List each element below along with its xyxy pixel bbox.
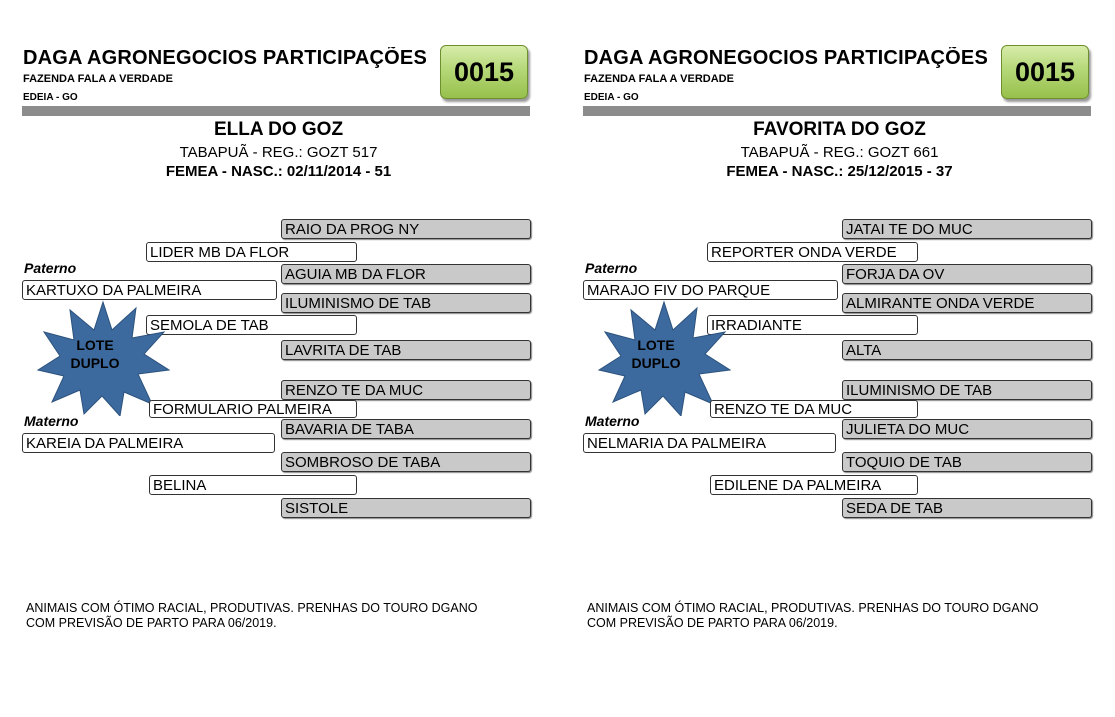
lot-card-right: [583, 0, 1103, 717]
pedigree-sire-sire: REPORTER ONDA VERDE: [707, 242, 918, 262]
lote-text: LOTE: [637, 337, 675, 353]
pedigree-dam-sire: FORMULARIO PALMEIRA: [149, 400, 357, 418]
pedigree-dam-dam-dam: SISTOLE: [281, 498, 531, 518]
pedigree-dam-dam: BELINA: [149, 475, 357, 495]
animal-sex-birth: FEMEA - NASC.: 25/12/2015 - 37: [726, 163, 953, 180]
lot-notes: [26, 601, 526, 631]
city-name: EDEIA - GO: [584, 92, 639, 103]
lot-number-badge: 0015: [440, 45, 528, 99]
company-name: DAGA AGRONEGOCIOS PARTICIPAÇÕES: [584, 47, 989, 69]
animal-breed-registration: TABAPUÃ - REG.: GOZT 661: [740, 144, 939, 161]
header-divider: [583, 106, 1091, 116]
pedigree-dam-dam: EDILENE DA PALMEIRA: [710, 475, 918, 495]
lot-notes: [587, 601, 1087, 631]
pedigree-sire: MARAJO FIV DO PARQUE: [583, 280, 838, 300]
pedigree-dam-sire-dam: JULIETA DO MUC: [842, 419, 1092, 439]
maternal-label: Materno: [585, 413, 640, 429]
paternal-label: Paterno: [24, 260, 77, 276]
lot-notes-line1: ANIMAIS COM ÓTIMO RACIAL, PRODUTIVAS. PRENHAS DO TOURO DGANO: [587, 601, 1039, 615]
pedigree-dam-sire-sire: RENZO TE DA MUC: [281, 380, 531, 400]
pedigree-dam-sire-dam: BAVARIA DE TABA: [281, 419, 531, 439]
pedigree-dam-sire: RENZO TE DA MUC: [710, 400, 918, 418]
city-name: EDEIA - GO: [23, 92, 78, 103]
pedigree-sire-sire-sire: JATAI TE DO MUC: [842, 219, 1092, 239]
pedigree-sire-sire-sire: RAIO DA PROG NY: [281, 219, 531, 239]
company-name: DAGA AGRONEGOCIOS PARTICIPAÇÕES: [23, 47, 428, 69]
pedigree-sire-sire-dam: AGUIA MB DA FLOR: [281, 264, 531, 284]
pedigree-sire-dam-dam: LAVRITA DE TAB: [281, 340, 531, 360]
pedigree-sire-dam-sire: ILUMINISMO DE TAB: [281, 293, 531, 313]
pedigree-dam-dam-sire: TOQUIO DE TAB: [842, 452, 1092, 472]
farm-name: FAZENDA FALA A VERDADE: [23, 73, 173, 85]
animal-sex-birth: FEMEA - NASC.: 02/11/2014 - 51: [165, 163, 392, 180]
lote-text: LOTE: [76, 337, 114, 353]
farm-name: FAZENDA FALA A VERDADE: [584, 73, 734, 85]
pedigree-dam-dam-dam: SEDA DE TAB: [842, 498, 1092, 518]
animal-breed-registration: TABAPUÃ - REG.: GOZT 517: [179, 144, 378, 161]
lot-notes-line2: COM PREVISÃO DE PARTO PARA 06/2019.: [587, 616, 838, 630]
duplo-text: DUPLO: [631, 355, 681, 371]
lot-number-badge: 0015: [1001, 45, 1089, 99]
lote-duplo-text: [597, 336, 715, 372]
pedigree-sire-sire: LIDER MB DA FLOR: [146, 242, 357, 262]
lote-duplo-text: [36, 336, 154, 372]
duplo-text: DUPLO: [70, 355, 120, 371]
pedigree-sire-dam-dam: ALTA: [842, 340, 1092, 360]
pedigree-sire-dam: SEMOLA DE TAB: [146, 315, 357, 335]
pedigree-dam-dam-sire: SOMBROSO DE TABA: [281, 452, 531, 472]
animal-name: ELLA DO GOZ: [213, 119, 344, 140]
pedigree-dam: NELMARIA DA PALMEIRA: [583, 433, 836, 453]
header-divider: [22, 106, 530, 116]
pedigree-dam: KAREIA DA PALMEIRA: [22, 433, 275, 453]
animal-name: FAVORITA DO GOZ: [753, 119, 926, 140]
pedigree-dam-sire-sire: ILUMINISMO DE TAB: [842, 380, 1092, 400]
pedigree-sire-sire-dam: FORJA DA OV: [842, 264, 1092, 284]
pedigree-sire-dam-sire: ALMIRANTE ONDA VERDE: [842, 293, 1092, 313]
pedigree-sire: KARTUXO DA PALMEIRA: [22, 280, 277, 300]
paternal-label: Paterno: [585, 260, 638, 276]
lot-card-left: [22, 0, 542, 717]
maternal-label: Materno: [24, 413, 79, 429]
lot-notes-line2: COM PREVISÃO DE PARTO PARA 06/2019.: [26, 616, 277, 630]
lot-notes-line1: ANIMAIS COM ÓTIMO RACIAL, PRODUTIVAS. PRENHAS DO TOURO DGANO: [26, 601, 478, 615]
pedigree-sire-dam: IRRADIANTE: [707, 315, 918, 335]
